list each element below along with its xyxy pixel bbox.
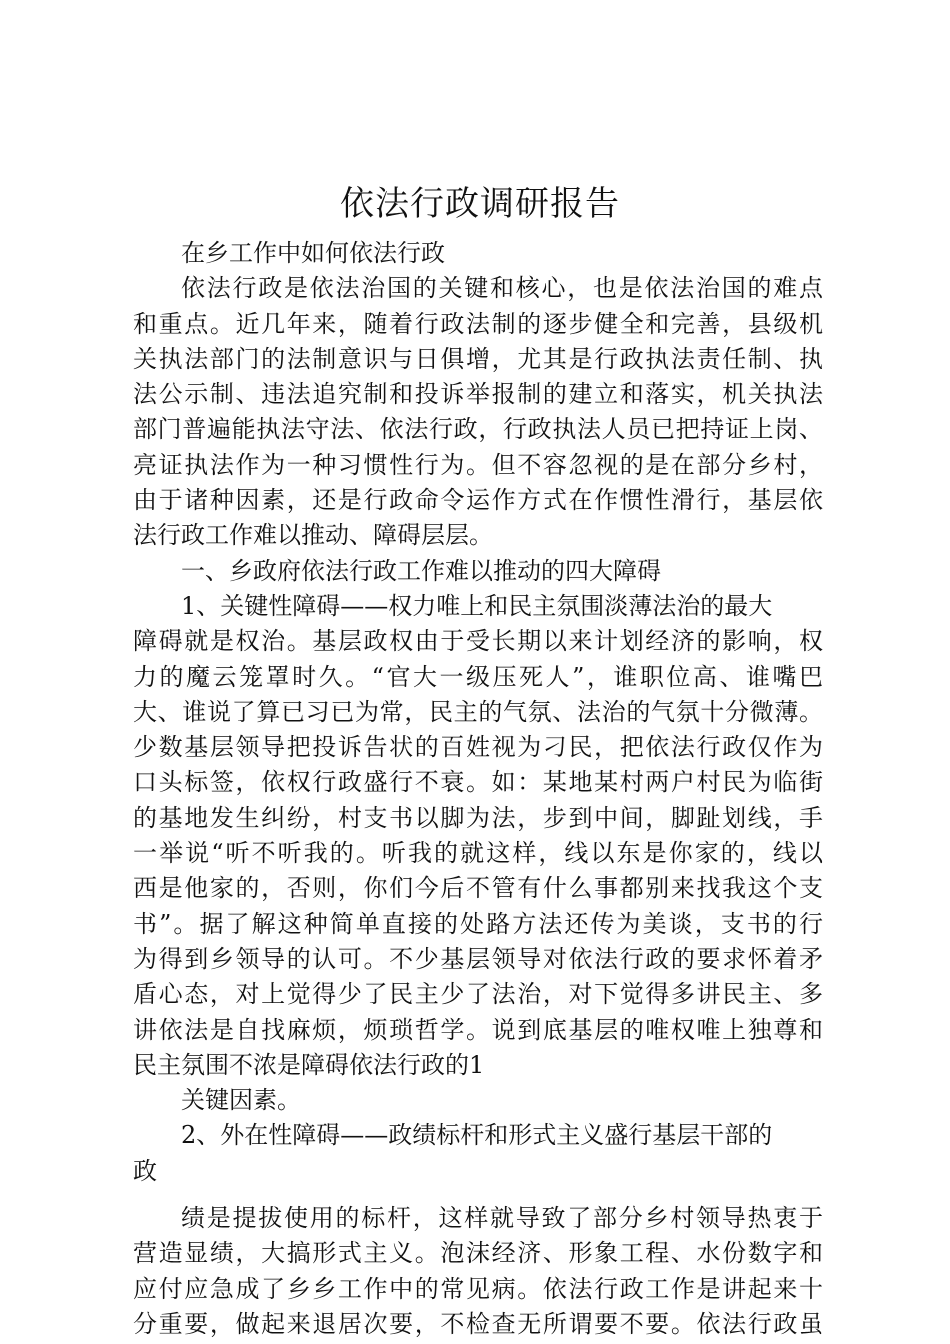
text-line: 依法行政是依法治国的关键和核心，也是依法治国的难点 [181, 274, 823, 303]
text-line: 在乡工作中如何依法行政 [181, 239, 445, 267]
text-line: 关键因素。 [181, 1086, 301, 1115]
text-line: 讲依法是自找麻烦，烦琐哲学。说到底基层的唯权唯上独尊和 [133, 1015, 823, 1044]
text-line: 一举说“听不听我的。听我的就这样，线以东是你家的，线以 [133, 839, 823, 868]
text-line: 西是他家的，否则，你们今后不管有什么事都别来找我这个支 [133, 874, 823, 903]
text-line: 大、谁说了算已习已为常，民主的气氛、法治的气氛十分微薄。 [133, 697, 823, 726]
text-line: 政 [133, 1156, 157, 1185]
paragraph-gap [133, 1189, 823, 1201]
document-title: 依法行政调研报告 [340, 184, 620, 224]
text-line: 力的魔云笼罩时久。“官大一级压死人”，谁职位高、谁嘴巴 [133, 662, 823, 691]
text-line: 少数基层领导把投诉告状的百姓视为刁民，把依法行政仅作为 [133, 733, 823, 762]
text-line: 法公示制、违法追究制和投诉举报制的建立和落实，机关执法 [133, 380, 823, 409]
text-line: 绩是提拔使用的标杆，这样就导致了部分乡村领导热衷于 [181, 1204, 823, 1233]
text-line: 为得到乡领导的认可。不少基层领导对依法行政的要求怀着矛 [133, 944, 823, 973]
text-line: 部门普遍能执法守法、依法行政，行政执法人员已把持证上岗、 [133, 415, 823, 444]
text-line: 障碍就是权治。基层政权由于受长期以来计划经济的影响，权 [133, 627, 823, 656]
text-line: 一、乡政府依法行政工作难以推动的四大障碍 [181, 556, 661, 585]
text-line: 营造显绩，大搞形式主义。泡沫经济、形象工程、水份数字和 [133, 1239, 823, 1268]
text-line: 关执法部门的法制意识与日俱增，尤其是行政执法责任制、执 [133, 344, 823, 373]
text-line: 民主氛围不浓是障碍依法行政的1 [133, 1050, 485, 1079]
text-line: 书”。据了解这种简单直接的处路方法还传为美谈，支书的行 [133, 909, 823, 938]
text-line: 1、关键性障碍——权力唯上和民主氛围淡薄法治的最大 [181, 591, 773, 620]
text-line: 分重要，做起来退居次要，不检查无所谓要不要。依法行政虽 [133, 1309, 823, 1338]
text-line: 和重点。近几年来，随着行政法制的逐步健全和完善，县级机 [133, 309, 823, 338]
text-line: 亮证执法作为一种习惯性行为。但不容忽视的是在部分乡村， [133, 450, 823, 479]
document-body [133, 236, 823, 1342]
text-line: 应付应急成了乡乡工作中的常见病。依法行政工作是讲起来十 [133, 1274, 823, 1303]
text-line: 口头标签，依权行政盛行不衰。如：某地某村两户村民为临街 [133, 768, 823, 797]
text-line: 2、外在性障碍——政绩标杆和形式主义盛行基层干部的 [181, 1121, 773, 1150]
text-line: 的基地发生纠纷，村支书以脚为法，步到中间，脚趾划线，手 [133, 803, 823, 832]
text-line: 由于诸种因素，还是行政命令运作方式在作惯性滑行，基层依 [133, 486, 823, 515]
text-line: 盾心态，对上觉得少了民主少了法治，对下觉得多讲民主、多 [133, 980, 823, 1009]
text-line: 法行政工作难以推动、障碍层层。 [133, 521, 493, 550]
